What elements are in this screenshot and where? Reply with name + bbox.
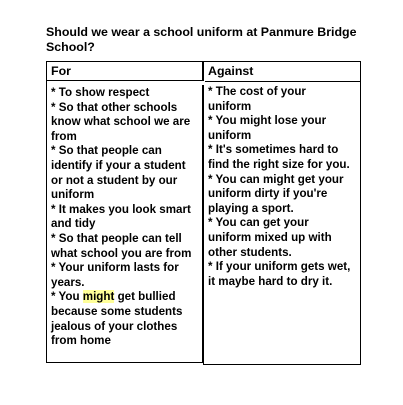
against-column [203,61,361,365]
against-line: other students. [208,245,292,259]
for-line-bullied [51,290,200,305]
for-line: years. [51,275,85,289]
for-line: * So that people can [51,144,162,158]
for-line: from home [51,334,111,348]
against-list [204,82,360,289]
for-line: what school you are from [51,246,192,260]
against-line: * The cost of your [208,85,306,98]
column-gap [201,81,205,85]
bully-prefix: * You [51,290,83,304]
for-list [47,83,202,349]
title-line-1: Should we wear a school uniform at Panmure Bridge [46,25,357,39]
against-line: * It's sometimes hard to [208,143,339,157]
for-line: * So that people can tell [51,231,182,245]
against-header: Against [204,62,360,82]
against-line: find the right size for you. [208,157,350,171]
against-line: uniform [208,128,252,142]
against-line: uniform dirty if you're [208,187,328,201]
for-column [46,61,203,363]
against-line: uniform [208,99,252,113]
for-header: For [51,64,71,78]
for-line: jealous of your clothes [51,319,178,333]
for-line: from [51,129,77,143]
against-line: uniform mixed up with [208,230,332,244]
for-line: or not a student by our [51,173,178,187]
for-line: because some students [51,304,183,318]
for-line: * It makes you look smart [51,202,191,216]
against-line: * You can might get your [208,172,344,186]
for-line: identify if your a student [51,158,186,172]
against-line: * If your uniform gets wet, [208,260,351,274]
highlighted-word: might [82,290,115,304]
page-title [46,25,366,55]
for-line: uniform [51,188,95,202]
against-line: it maybe hard to dry it. [208,274,333,288]
for-header-divider [46,80,203,81]
bully-suffix: get bullied [114,290,176,304]
for-line: know what school we are [51,115,191,129]
against-line: * You can get your [208,216,309,230]
for-line: * Your uniform lasts for [51,261,179,275]
against-line: * You might lose your [208,114,327,128]
for-line: * So that other schools [51,100,178,114]
for-line: * To show respect [51,86,150,99]
for-line: and tidy [51,217,96,231]
title-line-2: School? [46,40,95,54]
against-line: playing a sport. [208,201,294,215]
